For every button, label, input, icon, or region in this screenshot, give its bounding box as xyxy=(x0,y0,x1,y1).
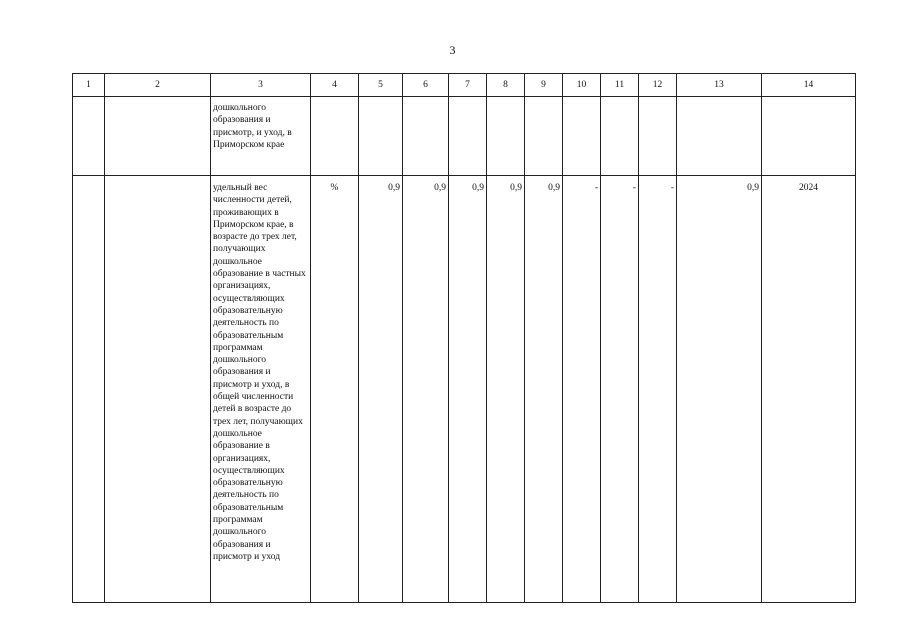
value-cell: - xyxy=(601,176,639,603)
column-header: 9 xyxy=(525,74,563,97)
column-header: 1 xyxy=(73,74,105,97)
indicator-text-cell: удельный вес численности детей, проживающих в Приморском крае, в возрасте до трех лет, получающих дошкольное образование в частных организациях, осуществляющих образовательную деятельность по образовательным программам дошкольного образования и присмотр и уход, в общей численности детей в возрасте до трех лет, получающих дошкольное образование в организациях, осуществляющих образовательную деятельность по образовательным программам дошкольного образования и присмотр и уход xyxy=(211,176,311,603)
table-cell xyxy=(311,97,359,176)
value-cell: 0,9 xyxy=(359,176,403,603)
table-cell xyxy=(601,97,639,176)
value-cell: - xyxy=(563,176,601,603)
column-header: 6 xyxy=(403,74,449,97)
column-header: 7 xyxy=(449,74,487,97)
table-row xyxy=(73,176,856,603)
table-cell xyxy=(639,97,677,176)
value-cell: - xyxy=(639,176,677,603)
column-header: 10 xyxy=(563,74,601,97)
table-cell xyxy=(403,97,449,176)
indicator-text-cell: дошкольного образования и присмотр, и уход, в Приморском крае xyxy=(211,97,311,176)
column-header: 5 xyxy=(359,74,403,97)
table-header-row xyxy=(73,74,856,97)
column-header: 13 xyxy=(677,74,762,97)
table-cell xyxy=(525,97,563,176)
column-header: 2 xyxy=(105,74,211,97)
year-cell: 2024 xyxy=(762,176,856,603)
column-header: 11 xyxy=(601,74,639,97)
table-cell xyxy=(73,176,105,603)
table-cell xyxy=(677,97,762,176)
table-cell xyxy=(563,97,601,176)
table-row xyxy=(73,97,856,176)
column-header: 4 xyxy=(311,74,359,97)
column-header: 14 xyxy=(762,74,856,97)
unit-cell: % xyxy=(311,176,359,603)
table-cell xyxy=(487,97,525,176)
value-cell: 0,9 xyxy=(487,176,525,603)
value-cell: 0,9 xyxy=(449,176,487,603)
table-cell xyxy=(105,97,211,176)
table-cell xyxy=(359,97,403,176)
value-cell: 0,9 xyxy=(677,176,762,603)
column-header: 8 xyxy=(487,74,525,97)
table-cell xyxy=(105,176,211,603)
page-number: 3 xyxy=(449,43,456,57)
table-cell xyxy=(762,97,856,176)
table-cell xyxy=(73,97,105,176)
value-cell: 0,9 xyxy=(403,176,449,603)
table-cell xyxy=(449,97,487,176)
value-cell: 0,9 xyxy=(525,176,563,603)
column-header: 3 xyxy=(211,74,311,97)
indicator-table xyxy=(72,73,856,603)
column-header: 12 xyxy=(639,74,677,97)
